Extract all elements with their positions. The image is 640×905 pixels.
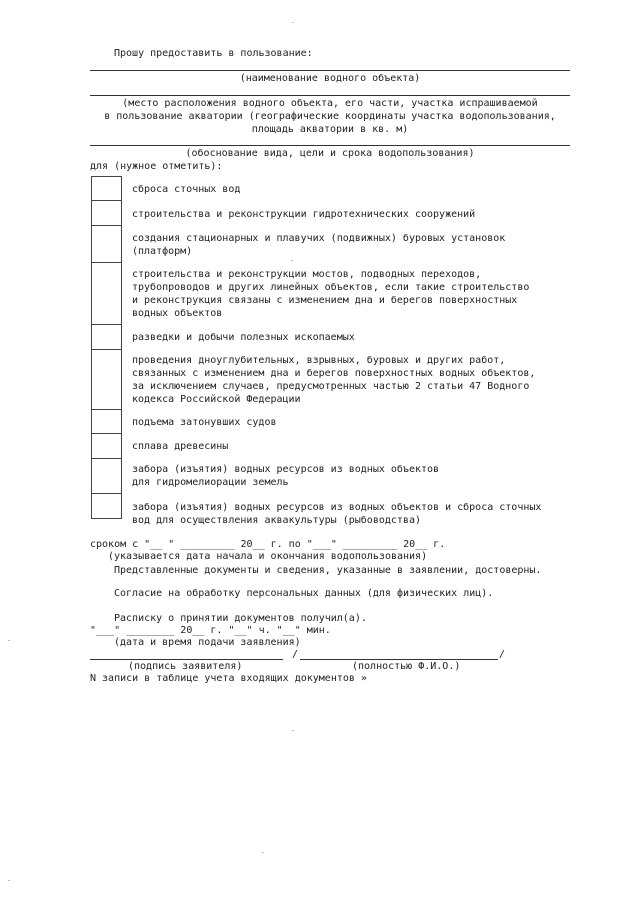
option-drilling-rigs-2: (платформ): [132, 246, 193, 257]
checkbox-drilling-rigs[interactable]: [91, 225, 122, 263]
submission-datetime-line[interactable]: "___" ________ 20__ г. "__" ч. "__" мин.: [90, 625, 331, 636]
option-hydro-structures: строительства и реконструкции гидротехнических сооружений: [132, 209, 476, 220]
scan-speck: [292, 730, 294, 731]
object-name-label: (наименование водного объекта): [239, 73, 421, 84]
signature-separator: /: [292, 649, 299, 660]
option-mining: разведки и добычи полезных ископаемых: [132, 332, 355, 343]
purpose-intro: для (нужное отметить):: [90, 161, 223, 172]
scan-speck: [8, 640, 10, 641]
option-dredging-4: кодекса Российской Федерации: [132, 394, 301, 405]
option-sunken-ships: подъема затонувших судов: [132, 417, 277, 428]
option-timber-rafting: сплава древесины: [132, 441, 229, 452]
term-label: (указывается дата начала и окончания водопользования): [108, 551, 428, 562]
option-irrigation-2: для гидромелиорации земель: [132, 477, 289, 488]
option-irrigation-1: забора (изъятия) водных ресурсов из водных объектов: [132, 464, 440, 475]
checkbox-sunken-ships[interactable]: [91, 409, 122, 434]
option-discharge: сброса сточных вод: [132, 184, 241, 195]
option-bridges-3: и реконструкция связаны с изменением дна и берегов поверхностных: [132, 295, 518, 306]
term-line[interactable]: сроком с "__ " _________ 20__ г. по "___" _________ 20__ г.: [90, 539, 446, 550]
option-aquaculture-1: забора (изъятия) водных ресурсов из водных объектов и сброса сточных: [132, 502, 542, 513]
signature-label: (подпись заявителя): [128, 661, 243, 672]
statement-consent: Согласие на обработку персональных данных (для физических лиц).: [114, 588, 494, 599]
checkbox-mining[interactable]: [91, 324, 122, 350]
option-dredging-1: проведения дноуглубительных, взрывных, буровых и других работ,: [132, 355, 506, 366]
request-intro: Прошу предоставить в пользование:: [114, 48, 313, 59]
receipt-statement: Расписку о принятии документов получил(а).: [114, 613, 367, 624]
option-bridges-2: трубопроводов и других линейных объектов, если такие строительство: [132, 282, 530, 293]
checkbox-dredging[interactable]: [91, 349, 122, 410]
checkbox-bridges-pipelines[interactable]: [91, 262, 122, 325]
fullname-label: (полностью Ф.И.О.): [352, 661, 461, 672]
option-dredging-2: связанных с изменением дна и берегов поверхностных водных объектов,: [132, 368, 536, 379]
checkbox-discharge[interactable]: [91, 176, 122, 201]
option-dredging-3: за исключением случаев, предусмотренных частью 2 статьи 47 Водного: [132, 381, 530, 392]
scan-speck: [292, 22, 294, 23]
checkbox-aquaculture[interactable]: [91, 493, 122, 519]
checkbox-timber-rafting[interactable]: [91, 433, 122, 459]
basis-line: [90, 145, 570, 146]
checkbox-hydro-structures[interactable]: [91, 200, 122, 226]
location-label-1: (место расположения водного объекта, его части, участка испрашиваемой: [122, 98, 538, 109]
basis-label: (обоснование вида, цели и срока водопользования): [185, 148, 475, 159]
option-bridges-1: строительства и реконструкции мостов, подводных переходов,: [132, 269, 482, 280]
checkbox-irrigation-intake[interactable]: [91, 458, 122, 494]
statement-reliable: Представленные документы и сведения, указанные в заявлении, достоверны.: [114, 565, 542, 576]
scan-speck: [291, 260, 293, 261]
location-line: [90, 95, 570, 96]
object-name-line: [90, 70, 570, 71]
option-drilling-rigs-1: создания стационарных и плавучих (подвижных) буровых установок: [132, 233, 506, 244]
signature-end: /: [499, 649, 506, 660]
scan-speck: [8, 880, 10, 881]
location-label-2: в пользование акватории (географические координаты участка водопользования,: [104, 111, 556, 122]
scan-speck: [262, 852, 264, 853]
submission-datetime-label: (дата и время подачи заявления): [114, 637, 301, 648]
option-aquaculture-2: вод для осуществления аквакультуры (рыбоводства): [132, 515, 421, 526]
location-label-3: площадь акватории в кв. м): [251, 124, 409, 135]
option-bridges-4: водных объектов: [132, 308, 223, 319]
registry-number-line: N записи в таблице учета входящих документов »: [90, 673, 367, 684]
